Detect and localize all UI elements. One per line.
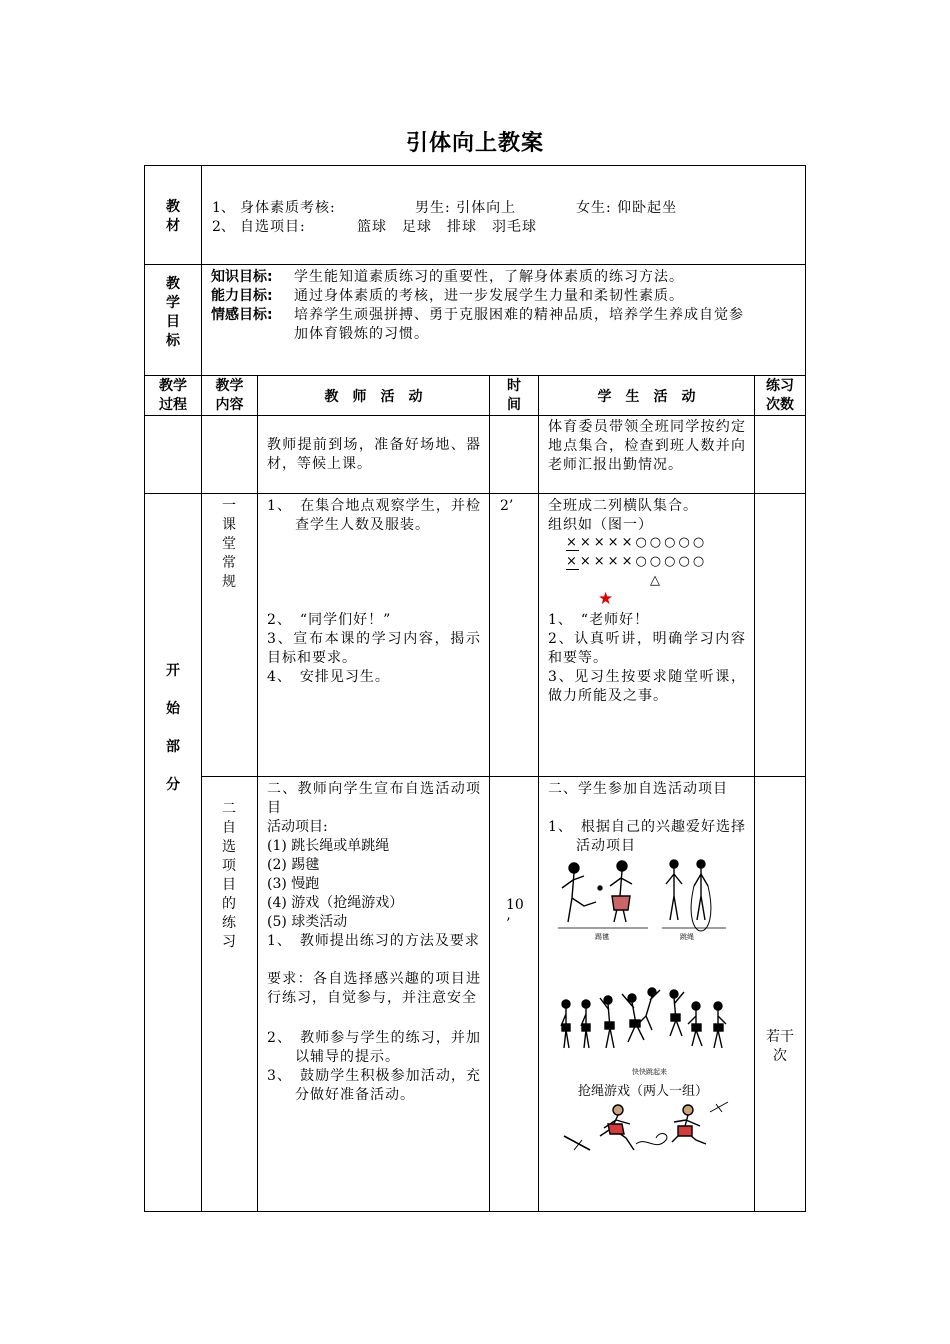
jumping-sequence-illustration [556, 986, 736, 1066]
row1-student-4: 2、认真听讲，明确学习内容和要等。 [548, 631, 746, 666]
row2-student-p1: 1、 根据自己的兴趣爱好选择活动项目 [548, 819, 746, 854]
jianzi-jumprope-illustration [556, 856, 736, 946]
ability-label: 能力目标: [211, 288, 273, 304]
formation-underline-1 [566, 550, 579, 551]
game-caption: 抢绳游戏（两人一组） [578, 1084, 709, 1099]
row2-item-1: (1) 跳长绳或单跳绳 [267, 838, 390, 854]
emotion-text-2: 加体育锻炼的习惯。 [294, 326, 429, 342]
materials-line1-text: 身体素质考核: [240, 200, 336, 216]
row1-time: 2’ [500, 498, 514, 514]
rope-game-illustration [560, 1100, 732, 1160]
formation-row-1: ×××××○○○○○ [566, 535, 708, 550]
row2-reps: 若干 次 [766, 1029, 794, 1064]
materials-male: 男生: 引体向上 [415, 200, 517, 216]
header-time: 时 间 [507, 378, 521, 413]
materials-line2-num: 2、 [212, 219, 235, 235]
materials-line2-items: 篮球 足球 排球 羽毛球 [357, 219, 537, 235]
header-teacher: 教 师 活 动 [324, 389, 423, 405]
caption-kuaikuai: 快快跳起来 [632, 1068, 667, 1076]
header-student: 学 生 活 动 [597, 389, 696, 405]
page-title: 引体向上教案 [405, 131, 544, 156]
row1-teacher-4: 4、 安排见习生。 [267, 669, 390, 685]
row1-teacher-2: 2、 “同学们好！” [267, 612, 392, 628]
row2-teacher-p1: 1、 教师提出练习的方法及要求 [267, 933, 480, 949]
star-icon: ★ [598, 589, 614, 609]
objectives-label: 教 学 目 标 [166, 276, 180, 349]
materials-label: 教 材 [166, 199, 180, 234]
row2-content: 二 自 选 项 目 的 练 习 [222, 801, 236, 950]
section-label: 开 始 部 分 [166, 663, 180, 793]
row2-item-3: (3) 慢跑 [267, 876, 320, 892]
formation-row-2: ×××××○○○○○ [566, 554, 708, 569]
header-process: 教学 过程 [159, 378, 187, 413]
materials-line2-text: 自选项目: [240, 219, 306, 235]
row0-student: 体育委员带领全班同学按约定地点集合，检查到班人数并向老师汇报出勤情况。 [548, 419, 746, 473]
teacher-marker-icon: △ [650, 573, 660, 588]
row2-item-4: (4) 游戏（抢绳游戏） [267, 895, 404, 911]
row1-student-2: 组织如（图一） [548, 517, 653, 533]
ability-text: 通过身体素质的考核，进一步发展学生力量和柔韧性素质。 [294, 288, 684, 304]
row2-teacher-intro: 二、教师向学生宣布自选活动项目 [267, 781, 481, 816]
row2-teacher-p3: 3、 鼓励学生积极参加活动，充分做好准备活动。 [267, 1068, 481, 1103]
knowledge-label: 知识目标: [211, 269, 273, 285]
row1-student-5: 3、见习生按要求随堂听课，做力所能及之事。 [548, 669, 746, 704]
header-content: 教学 内容 [215, 378, 244, 413]
emotion-text-1: 培养学生顽强拼搏、勇于克服困难的精神品质，培养学生养成自觉参 [294, 307, 744, 323]
row1-teacher-3: 3、宣布本课的学习内容，揭示目标和要求。 [267, 631, 481, 666]
row2-item-2: (2) 踢毽 [267, 857, 320, 873]
row2-time: 10 ’ [506, 897, 524, 932]
row0-teacher: 教师提前到场，准备好场地、器材，等候上课。 [267, 437, 481, 472]
header-reps: 练习 次数 [766, 378, 794, 413]
formation-underline-2 [566, 569, 579, 570]
row1-content: 一 课 堂 常 规 [222, 498, 236, 590]
emotion-label: 情感目标: [211, 307, 273, 323]
row2-items-label: 活动项目: [267, 819, 328, 835]
caption-tiaosheng: 跳绳 [680, 933, 694, 941]
row1-student-1: 全班成二列横队集合。 [548, 498, 698, 514]
row2-teacher-p2: 2、 教师参与学生的练习，并加以辅导的提示。 [267, 1030, 481, 1065]
knowledge-text: 学生能知道素质练习的重要性，了解身体素质的练习方法。 [294, 269, 684, 285]
row2-student-intro: 二、学生参加自选活动项目 [548, 781, 728, 797]
materials-line1-num: 1、 [212, 200, 235, 216]
materials-female: 女生: 仰卧起坐 [576, 200, 678, 216]
caption-jianzi: 踢毽 [595, 933, 609, 941]
row2-item-5: (5) 球类活动 [267, 914, 348, 930]
row2-teacher-req: 要求：各自选择感兴趣的项目进行练习，自觉参与，并注意安全 [267, 971, 481, 1006]
row1-teacher-1: 1、 在集合地点观察学生，并检查学生人数及服装。 [267, 498, 481, 533]
row1-student-3: 1、 “老师好！ [548, 612, 650, 628]
